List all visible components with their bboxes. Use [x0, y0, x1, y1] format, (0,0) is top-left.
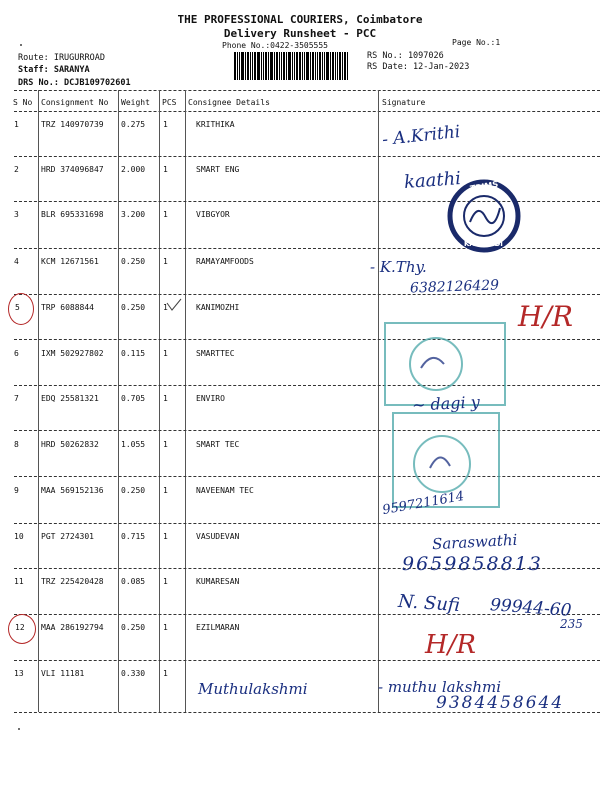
barcode-bar: [324, 52, 325, 80]
row-pcs: 1: [163, 257, 168, 266]
barcode-bar: [299, 52, 301, 80]
barcode-bar: [326, 52, 329, 80]
scan-speck: [18, 728, 20, 730]
row-rule: [14, 660, 600, 661]
row-pcs: 1: [163, 120, 168, 129]
barcode: [234, 52, 354, 80]
col-divider: [378, 90, 379, 712]
signature-row-1: - A.Krithi: [381, 121, 462, 151]
barcode-bar: [312, 52, 314, 80]
row-pcs: 1: [163, 577, 168, 586]
barcode-bar: [302, 52, 303, 80]
barcode-bar: [286, 52, 287, 80]
row-consignment: HRD 374096847: [41, 165, 104, 174]
scan-speck: [20, 44, 22, 46]
barcode-bar: [322, 52, 323, 80]
barcode-bar: [332, 52, 334, 80]
row-consignee: RAMAYAMFOODS: [196, 257, 254, 266]
barcode-bar: [247, 52, 249, 80]
row-consignee: SMARTTEC: [196, 349, 235, 358]
row-pcs: 1: [163, 210, 168, 219]
barcode-bar: [319, 52, 321, 80]
barcode-bar: [252, 52, 253, 80]
phone-row-13: 9384458644: [436, 693, 565, 713]
row-consignee: SMART TEC: [196, 440, 240, 449]
col-divider: [159, 90, 160, 712]
row-consignee: EZILMARAN: [196, 623, 240, 632]
row-rule: [14, 523, 600, 524]
barcode-bar: [241, 52, 244, 80]
row-consignment: PGT 2724301: [41, 532, 94, 541]
col-divider: [38, 90, 39, 712]
col-sno: S No: [13, 98, 33, 107]
row-weight: 1.055: [121, 440, 146, 449]
barcode-bar: [268, 52, 269, 80]
row-consignee: KANIMOZHI: [196, 303, 240, 312]
row-consignment: KCM 12671561: [41, 257, 99, 266]
row-consignee: KRITHIKA: [196, 120, 235, 129]
row-consignee: VASUDEVAN: [196, 532, 240, 541]
row-weight: 0.275: [121, 120, 146, 129]
row-weight: 0.085: [121, 577, 146, 586]
header-rule-top: [14, 90, 600, 91]
row-sno: 3: [14, 210, 19, 219]
row-rule: [14, 430, 600, 431]
staff-label: Staff: SARANYA: [18, 65, 90, 75]
row-weight: 0.250: [121, 623, 146, 632]
phone-row-4: 6382126429: [409, 277, 500, 297]
barcode-bar: [330, 52, 331, 80]
sheet-title: Delivery Runsheet - PCC: [223, 27, 377, 40]
row-consignment: TRP 6088844: [41, 303, 94, 312]
row-pcs: 1: [163, 165, 168, 174]
row-sno: 1: [14, 120, 19, 129]
barcode-bar: [250, 52, 251, 80]
row-consignment: MAA 286192794: [41, 623, 104, 632]
barcode-bar: [335, 52, 336, 80]
consignee-row-13: Muthulakshmi: [198, 680, 308, 698]
barcode-bar: [263, 52, 264, 80]
barcode-bar: [274, 52, 275, 80]
row-consignee: VIBGYOR: [196, 210, 230, 219]
signature-row-2: kaathi: [403, 168, 462, 193]
barcode-bar: [239, 52, 240, 80]
row-sno: 5: [15, 303, 20, 312]
hr-note-row-5: H/R: [518, 300, 573, 333]
barcode-bar: [261, 52, 262, 80]
barcode-bar: [315, 52, 316, 80]
barcode-bar: [310, 52, 311, 80]
row-weight: 0.330: [121, 669, 146, 678]
barcode-bar: [281, 52, 282, 80]
phone-row-11-extra: 235: [560, 617, 583, 631]
col-divider: [118, 90, 119, 712]
stamp-seal-icon: [386, 324, 504, 404]
row-weight: 0.705: [121, 394, 146, 403]
row-rule: [14, 476, 600, 477]
row-weight: 2.000: [121, 165, 146, 174]
row-pcs: 1: [163, 349, 168, 358]
phone-row-9: 9597211614: [381, 488, 466, 519]
row-consignee: NAVEENAM TEC: [196, 486, 254, 495]
col-weight: Weight: [121, 98, 150, 107]
row-rule: [14, 339, 600, 340]
row-consignment: EDQ 25581321: [41, 394, 99, 403]
row-consignment: IXM 502927802: [41, 349, 104, 358]
row-rule: [14, 294, 600, 295]
col-pcs: PCS: [162, 98, 177, 107]
signature-row-13: - muthu lakshmi: [378, 678, 502, 696]
tick-mark-icon: [166, 298, 182, 312]
barcode-bar: [304, 52, 305, 80]
phone-row-10: 9659858813: [402, 553, 543, 575]
barcode-bar: [344, 52, 346, 80]
row-weight: 3.200: [121, 210, 146, 219]
row-consignment: TRZ 225420428: [41, 577, 104, 586]
barcode-bar: [317, 52, 318, 80]
row-sno: 9: [14, 486, 19, 495]
row-pcs: 1: [163, 440, 168, 449]
barcode-bar: [292, 52, 293, 80]
page-number: Page No.:1: [452, 38, 501, 47]
row-weight: 0.250: [121, 257, 146, 266]
hr-note-row-12: H/R: [425, 630, 477, 660]
rs-number: RS No.: 1097026: [367, 51, 444, 61]
stamp-text-top: TRIMS: [469, 179, 499, 194]
drs-number: DRS No.: DCJB109702601: [18, 78, 131, 88]
company-title: THE PROFESSIONAL COURIERS, Coimbatore: [177, 13, 423, 26]
barcode-bar: [342, 52, 343, 80]
signature-row-4: - K.Thy.: [370, 258, 427, 276]
route-label: Route: IRUGURROAD: [18, 53, 105, 63]
red-circle-mark: [8, 293, 34, 325]
phone-row-11: 99944-60: [489, 595, 573, 621]
barcode-bar: [257, 52, 260, 80]
col-consignment: Consignment No: [41, 98, 109, 107]
signature-row-7: ~ dagi y: [411, 392, 481, 415]
barcode-bar: [276, 52, 278, 80]
row-sno: 10: [14, 532, 24, 541]
row-consignment: TRZ 140970739: [41, 120, 104, 129]
row-sno: 6: [14, 349, 19, 358]
header-rule-bottom: [14, 111, 600, 112]
barcode-bar: [347, 52, 348, 80]
barcode-bar: [337, 52, 338, 80]
barcode-bar: [288, 52, 291, 80]
row-pcs: 1: [163, 486, 168, 495]
row-pcs: 1: [163, 394, 168, 403]
name-row-11: N. Sufi: [397, 590, 461, 617]
row-consignee: ENVIRO: [196, 394, 225, 403]
row-sno: 8: [14, 440, 19, 449]
company-round-stamp: [440, 178, 530, 258]
barcode-bar: [237, 52, 238, 80]
row-weight: 0.250: [121, 303, 146, 312]
row-weight: 0.715: [121, 532, 146, 541]
barcode-bar: [270, 52, 273, 80]
row-sno: 7: [14, 394, 19, 403]
row-consignment: HRD 50262832: [41, 440, 99, 449]
row-sno: 12: [15, 623, 25, 632]
row-consignment: VLI 11181: [41, 669, 85, 678]
stamp-text-bottom: KALAVEDI: [464, 240, 503, 248]
red-circle-mark: [8, 614, 36, 644]
row-sno: 13: [14, 669, 24, 678]
barcode-bar: [245, 52, 246, 80]
barcode-bar: [234, 52, 236, 80]
rs-date: RS Date: 12-Jan-2023: [367, 62, 470, 72]
row-pcs: 1: [163, 303, 168, 312]
barcode-bar: [254, 52, 256, 80]
col-consignee: Consignee Details: [188, 98, 270, 107]
barcode-bar: [294, 52, 295, 80]
row-sno: 11: [14, 577, 24, 586]
row-weight: 0.115: [121, 349, 146, 358]
barcode-bar: [283, 52, 285, 80]
barcode-bar: [279, 52, 280, 80]
row-consignee: KUMARESAN: [196, 577, 240, 586]
row-sno: 4: [14, 257, 19, 266]
barcode-bar: [265, 52, 267, 80]
col-divider: [185, 90, 186, 712]
barcode-bar: [296, 52, 298, 80]
row-pcs: 1: [163, 532, 168, 541]
row-sno: 2: [14, 165, 19, 174]
row-consignment: BLR 695331698: [41, 210, 104, 219]
row-weight: 0.250: [121, 486, 146, 495]
row-pcs: 1: [163, 623, 168, 632]
row-consignment: MAA 569152136: [41, 486, 104, 495]
row-rule: [14, 385, 600, 386]
name-row-10: Saraswathi: [431, 530, 518, 554]
row-consignee: SMART ENG: [196, 165, 240, 174]
col-signature: Signature: [382, 98, 426, 107]
row-pcs: 1: [163, 669, 168, 678]
barcode-bar: [339, 52, 341, 80]
row-rule: [14, 156, 600, 157]
phone-number: Phone No.:0422-3505555: [222, 41, 328, 50]
barcode-bar: [306, 52, 309, 80]
